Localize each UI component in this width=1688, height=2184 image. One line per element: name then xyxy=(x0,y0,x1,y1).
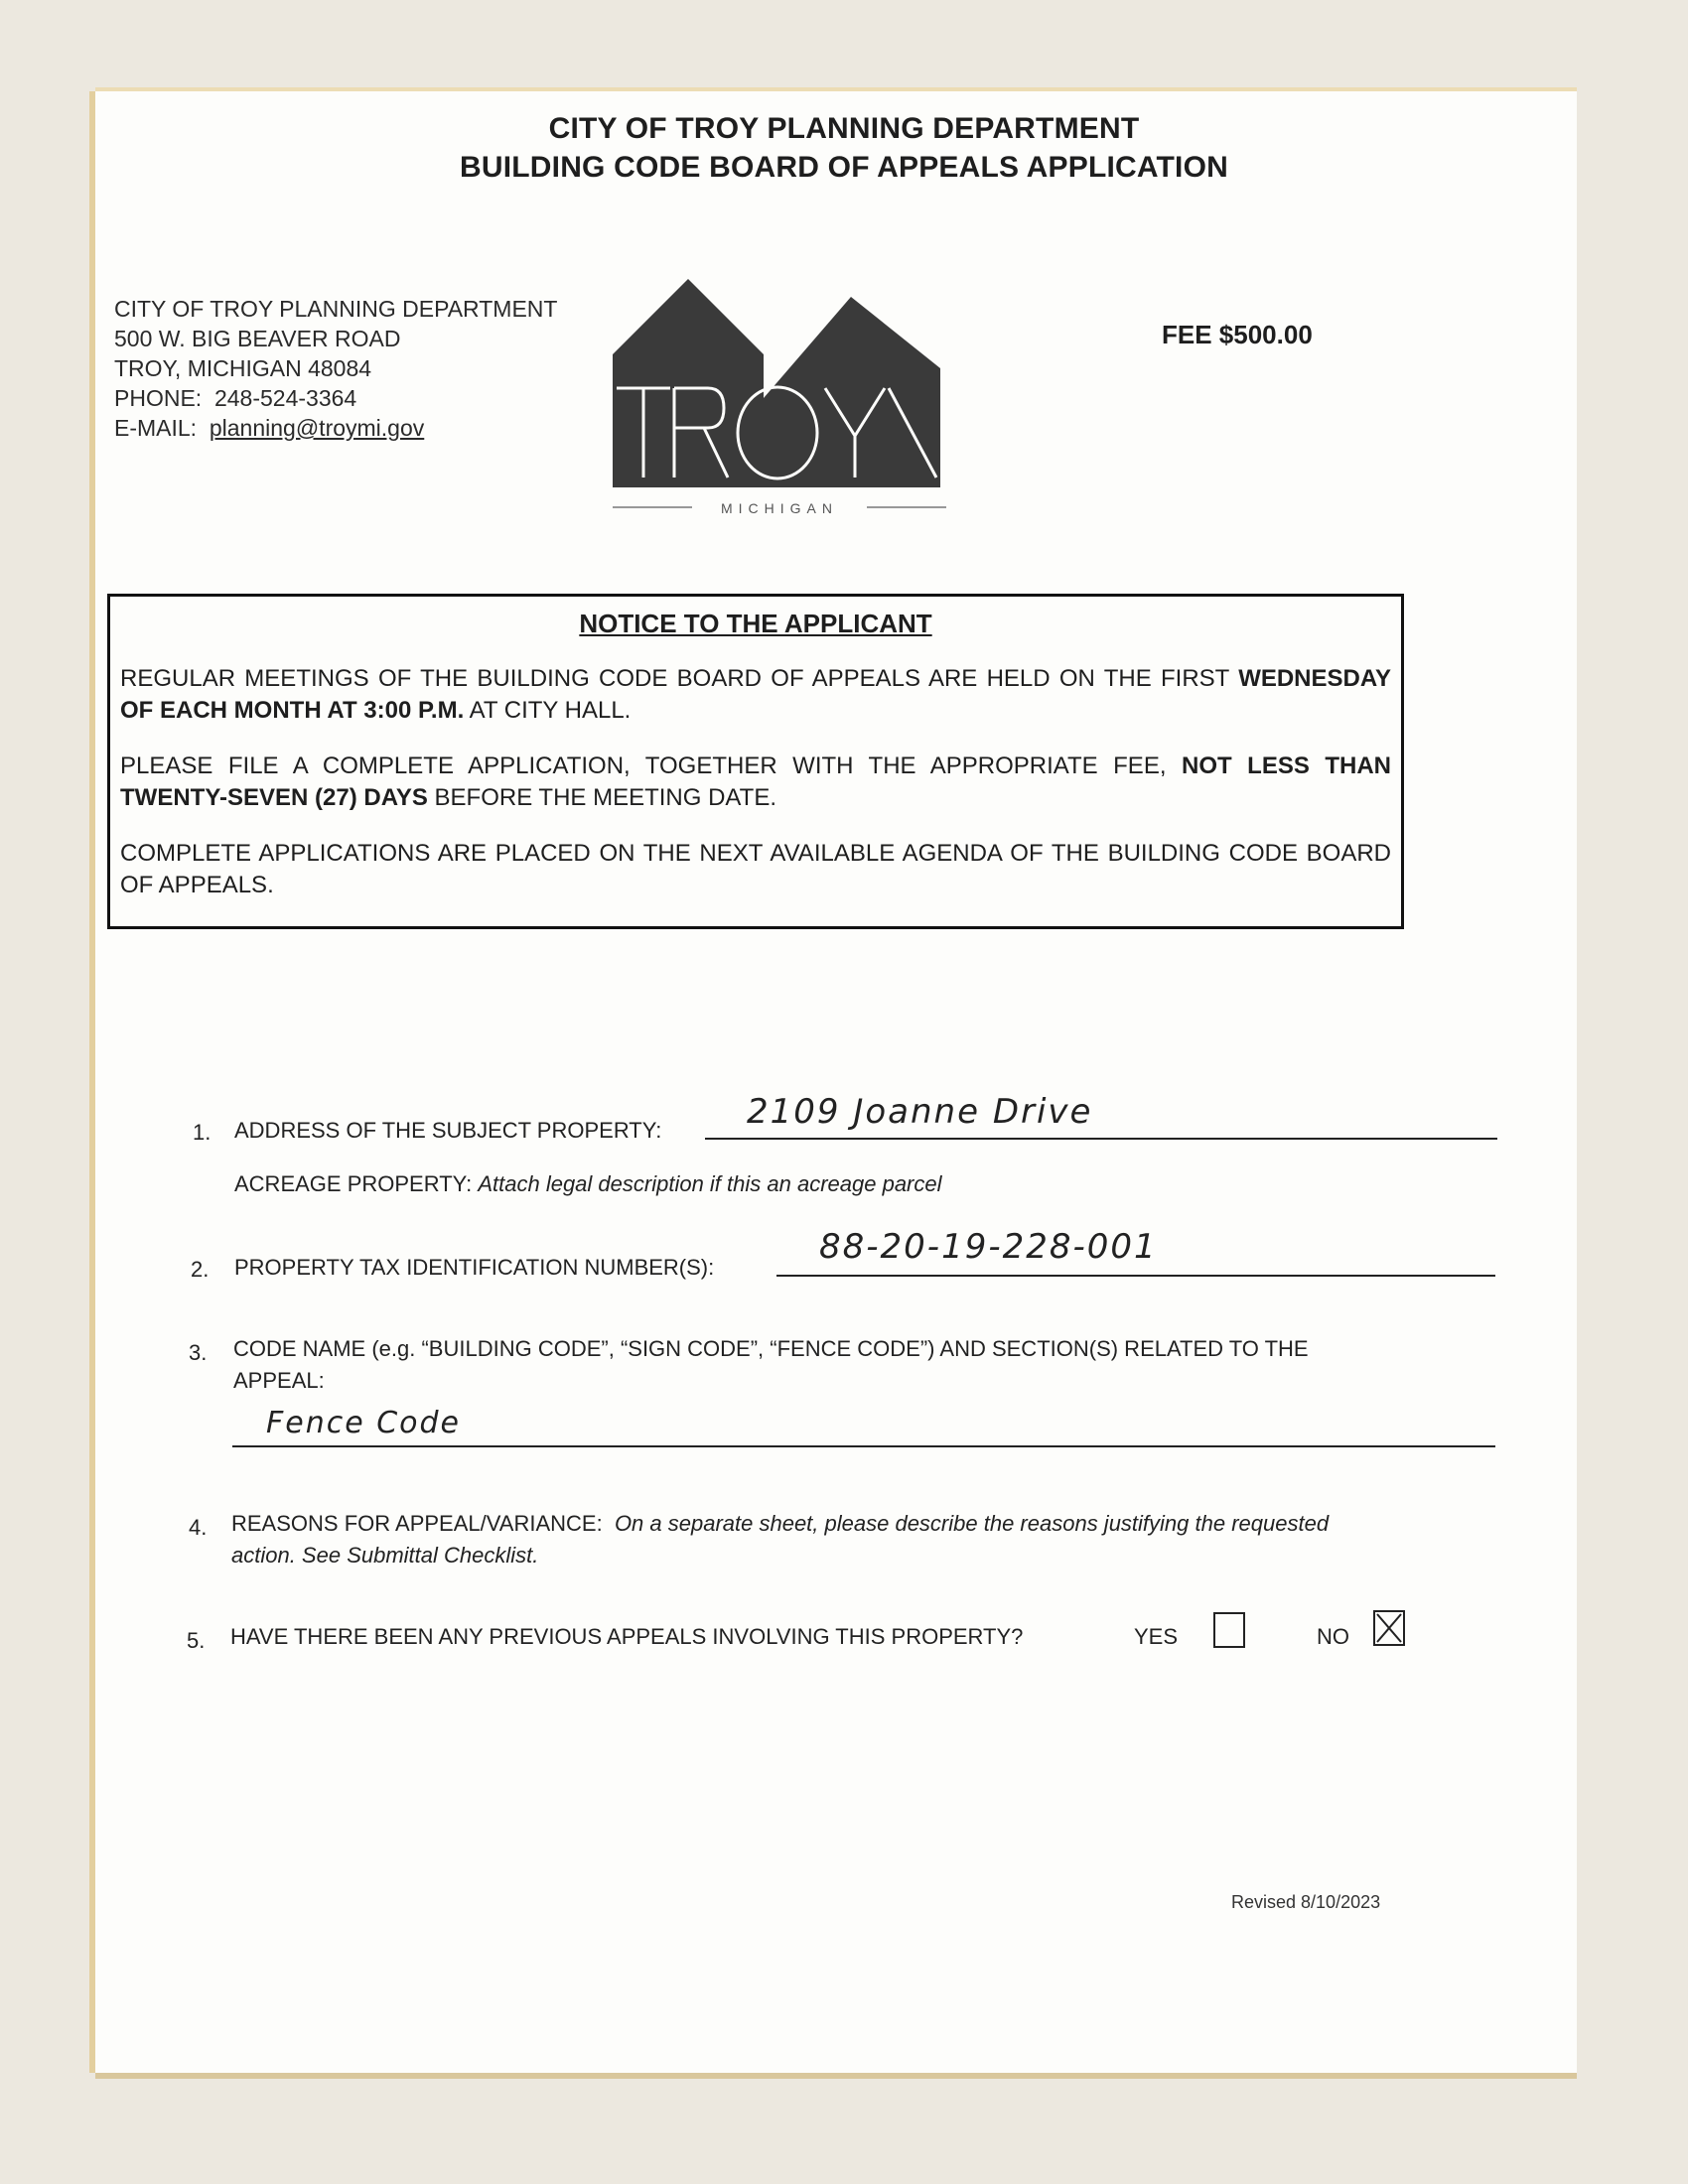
q1-answer-line[interactable] xyxy=(705,1138,1497,1140)
q3-label-line2: APPEAL: xyxy=(233,1368,325,1393)
fee-amount: FEE $500.00 xyxy=(1162,320,1313,349)
q4-number: 4. xyxy=(189,1515,208,1540)
q1-number: 1. xyxy=(193,1120,211,1145)
q3-label-line1: CODE NAME (e.g. “BUILDING CODE”, “SIGN CODE”, “FENCE CODE”) AND SECTION(S) RELATED TO THE xyxy=(233,1336,1309,1361)
contact-city: TROY, MICHIGAN 48084 xyxy=(114,355,372,381)
contact-block xyxy=(114,294,557,443)
q3-number: 3. xyxy=(189,1340,208,1365)
q3-code-answer[interactable]: Fence Code xyxy=(266,1406,462,1440)
q5-number: 5. xyxy=(187,1628,206,1653)
notice-box xyxy=(107,594,1404,929)
notice-paragraph-agenda: COMPLETE APPLICATIONS ARE PLACED ON THE NEXT AVAILABLE AGENDA OF THE BUILDING CODE BOARD OF APPEALS. xyxy=(120,840,1391,898)
page-subtitle: BUILDING CODE BOARD OF APPEALS APPLICATION xyxy=(460,151,1228,184)
q1-label: ADDRESS OF THE SUBJECT PROPERTY: xyxy=(234,1118,662,1143)
contact-street: 500 W. BIG BEAVER ROAD xyxy=(114,326,401,351)
q2-tax-id-answer[interactable]: 88-20-19-228-001 xyxy=(819,1227,1158,1267)
q5-label: HAVE THERE BEEN ANY PREVIOUS APPEALS INVOLVING THIS PROPERTY? xyxy=(230,1624,1024,1649)
q5-yes-checkbox[interactable] xyxy=(1213,1612,1245,1648)
page-title: CITY OF TROY PLANNING DEPARTMENT xyxy=(548,112,1140,145)
q2-label: PROPERTY TAX IDENTIFICATION NUMBER(S): xyxy=(234,1255,715,1280)
troy-logo xyxy=(613,279,946,517)
contact-phone: PHONE: 248-524-3364 xyxy=(114,385,357,411)
notice-paragraph-deadline: PLEASE FILE A COMPLETE APPLICATION, TOGETHER WITH THE APPROPRIATE FEE, NOT LESS THAN TWENTY-SEVEN (27) DAYS BEFORE THE MEETING DATE. xyxy=(120,752,1391,811)
q4-text: REASONS FOR APPEAL/VARIANCE: On a separate sheet, please describe the reasons justifying the requested xyxy=(231,1511,1330,1536)
q5-no-label: NO xyxy=(1317,1624,1349,1649)
acreage-note: ACREAGE PROPERTY: Attach legal description if this an acreage parcel xyxy=(234,1171,942,1196)
contact-org: CITY OF TROY PLANNING DEPARTMENT xyxy=(114,296,558,322)
logo-subtitle: MICHIGAN xyxy=(721,500,838,516)
q2-answer-line[interactable] xyxy=(776,1275,1495,1277)
checkmark-x-icon xyxy=(1375,1612,1403,1644)
q1-address-answer[interactable]: 2109 Joanne Drive xyxy=(747,1092,1093,1132)
q3-answer-line[interactable] xyxy=(232,1445,1495,1447)
email-link[interactable]: planning@troymi.gov xyxy=(209,415,425,441)
revision-date: Revised 8/10/2023 xyxy=(1231,1892,1381,1912)
q2-number: 2. xyxy=(191,1257,210,1282)
notice-title: NOTICE TO THE APPLICANT xyxy=(579,609,932,638)
q5-yes-label: YES xyxy=(1134,1624,1179,1649)
q5-no-checkbox[interactable] xyxy=(1373,1610,1405,1646)
notice-paragraph-meetings: REGULAR MEETINGS OF THE BUILDING CODE BOARD OF APPEALS ARE HELD ON THE FIRST WEDNESDAY OF EACH MONTH AT 3:00 P.M. AT CITY HALL. xyxy=(120,665,1391,724)
q4-note-line2: action. See Submittal Checklist. xyxy=(231,1543,539,1568)
contact-email: E-MAIL: planning@troymi.gov xyxy=(114,415,425,441)
